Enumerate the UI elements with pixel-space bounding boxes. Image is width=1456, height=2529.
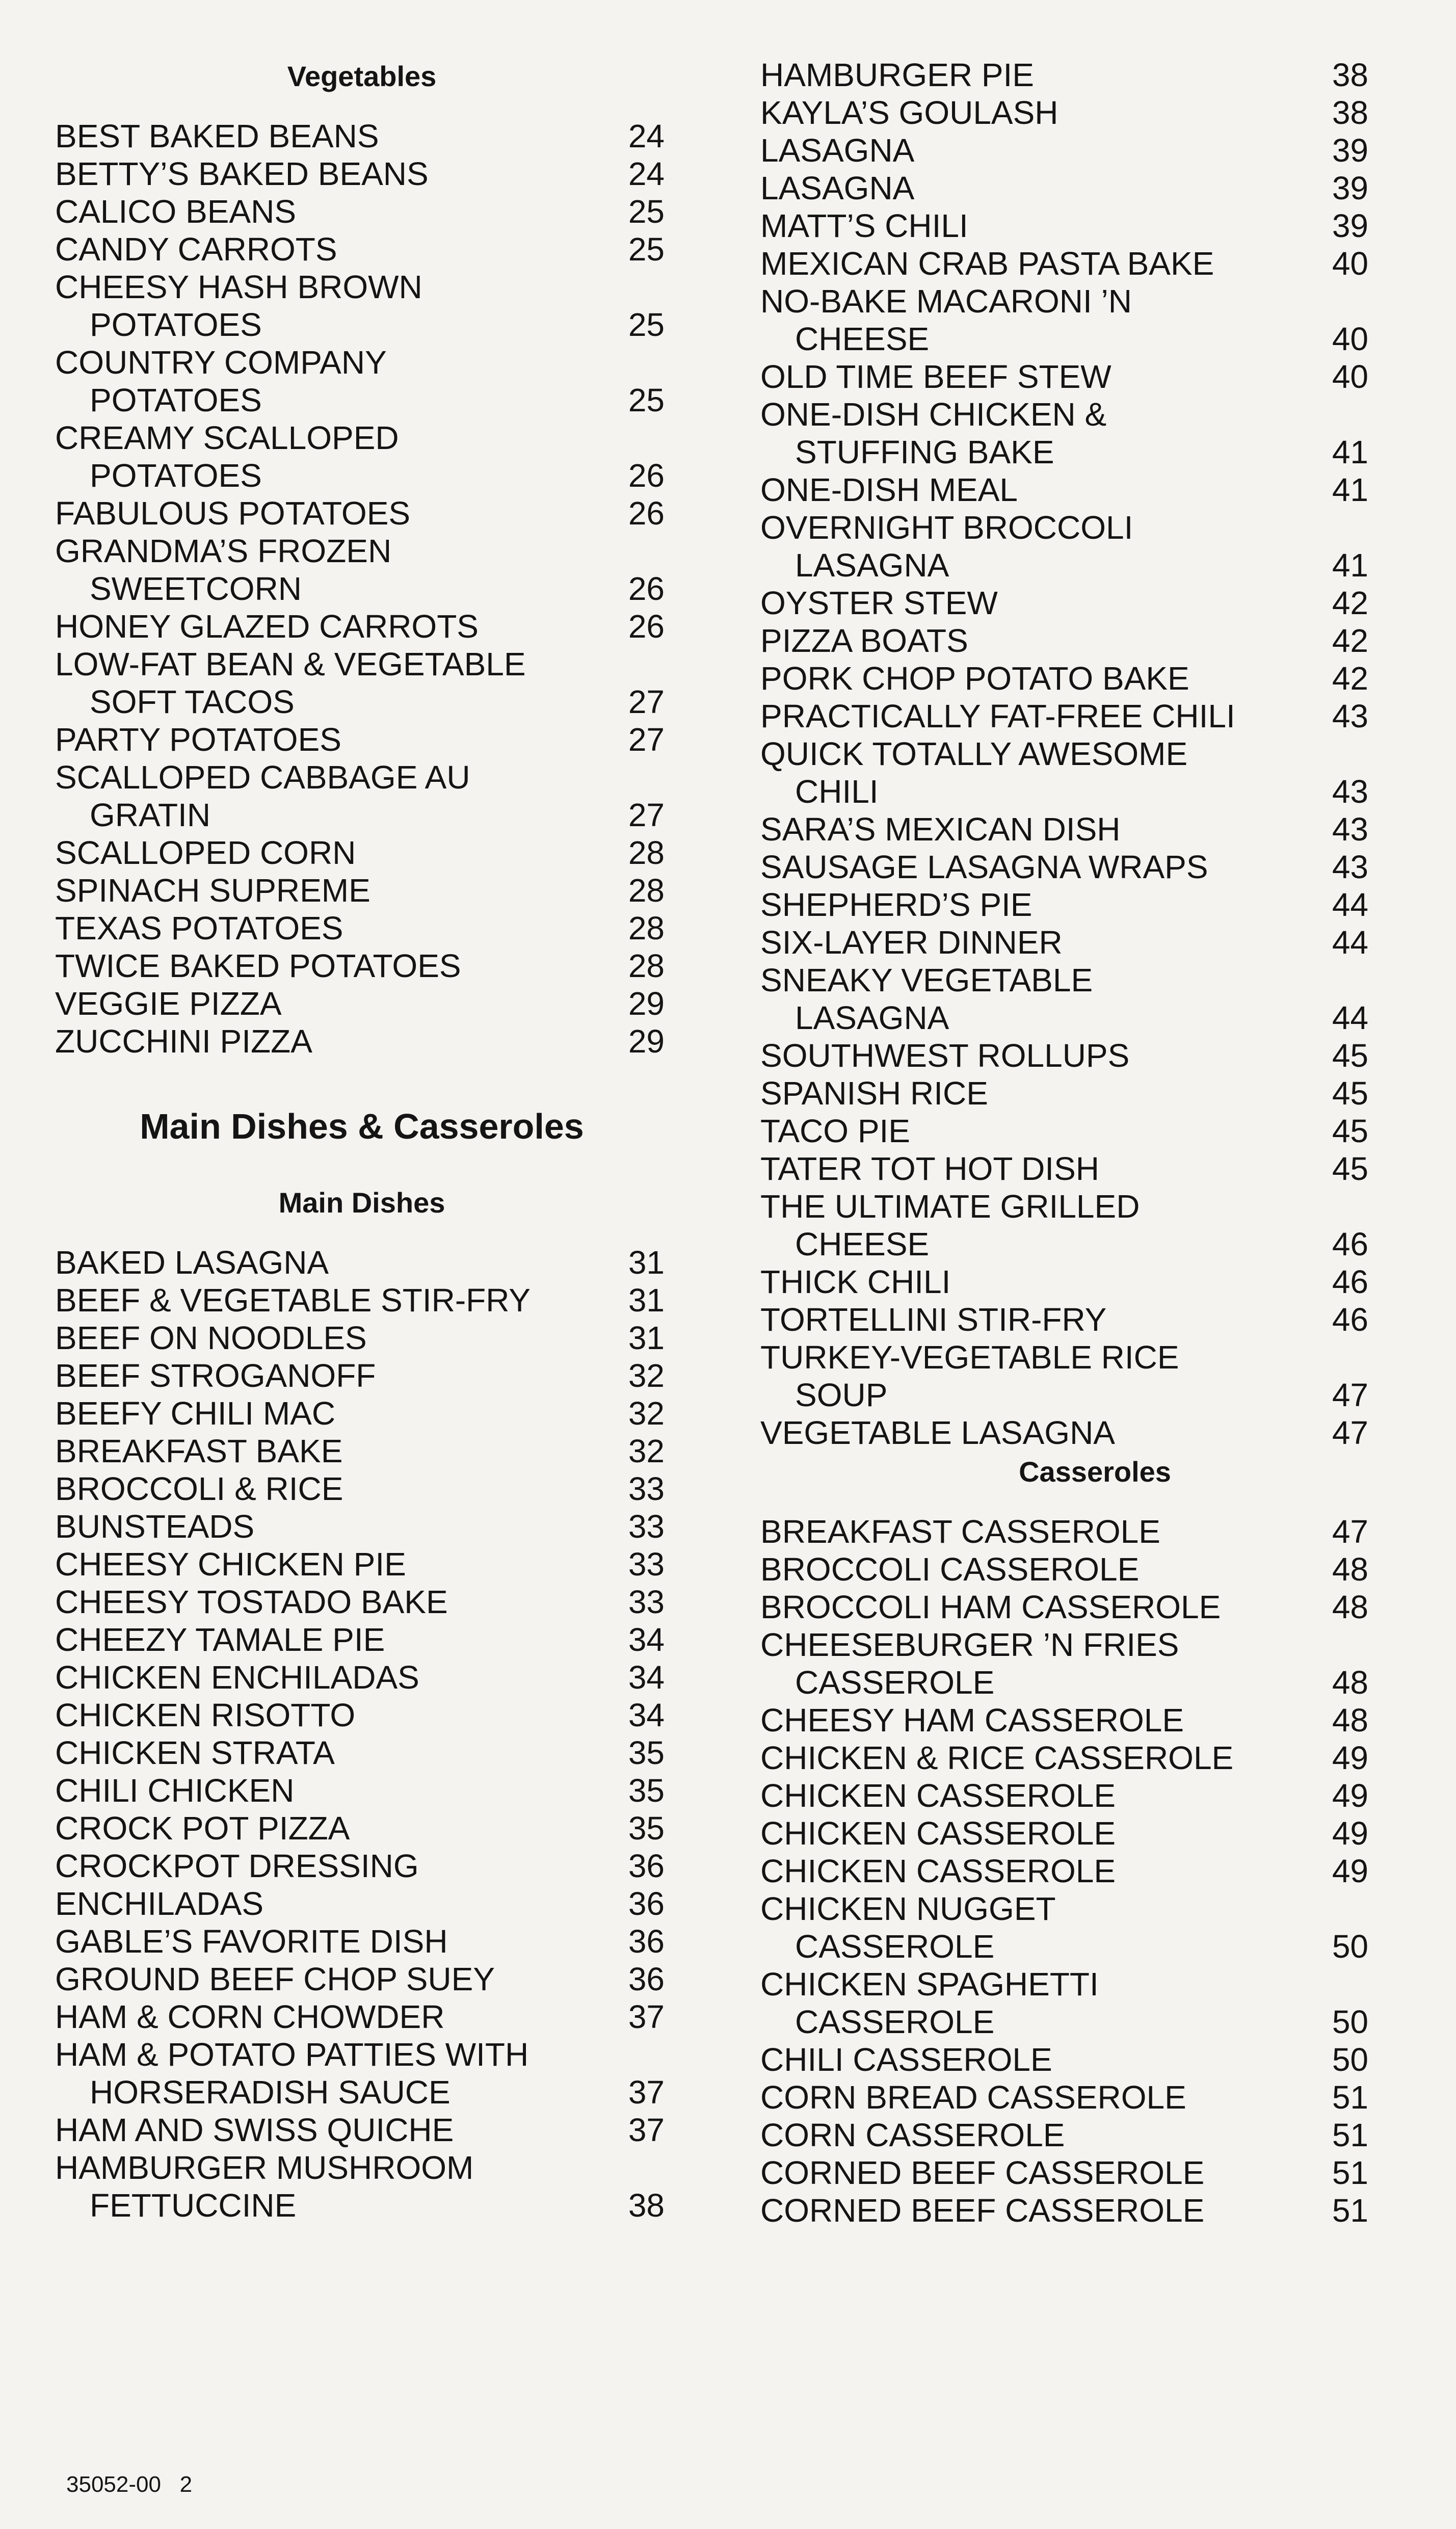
- page-number: 28: [628, 834, 665, 871]
- page-number: 44: [1332, 999, 1368, 1036]
- page-number: 41: [1332, 471, 1368, 508]
- recipe-title: CORN BREAD CASSEROLE: [760, 2079, 1186, 2116]
- recipe-entry-oyster-stew: [760, 584, 1368, 622]
- recipe-title: NO-BAKE MACARONI ’N: [760, 283, 1132, 320]
- page-number: 39: [1332, 170, 1368, 206]
- recipe-title: KAYLA’S GOULASH: [760, 94, 1058, 131]
- recipe-title-continuation: CASSEROLE: [795, 2004, 995, 2040]
- recipe-entry-cheesy-tostado-bake: [55, 1583, 665, 1621]
- page-number: 43: [1332, 773, 1368, 810]
- recipe-entry-chili-casserole: [760, 2041, 1368, 2078]
- recipe-entry-creamy-scalloped-potatoes: [55, 419, 665, 494]
- page-number: 43: [1332, 811, 1368, 848]
- recipe-entry-chicken-casserole: [760, 1852, 1368, 1890]
- page-number: 50: [1332, 2004, 1368, 2040]
- page-number: 47: [1332, 1513, 1368, 1550]
- recipe-entry-crockpot-dressing: [55, 1847, 665, 1885]
- recipe-title-continuation: POTATOES: [90, 382, 262, 418]
- page-number: 39: [1332, 132, 1368, 169]
- page-number: 40: [1332, 245, 1368, 282]
- page-number: 26: [628, 570, 665, 607]
- recipe-entry-kayla-s-goulash: [760, 94, 1368, 131]
- recipe-title: THICK CHILI: [760, 1263, 951, 1300]
- page-number: 28: [628, 910, 665, 946]
- recipe-entry-sneaky-vegetable-lasagna: [760, 961, 1368, 1037]
- recipe-entry-breakfast-casserole: [760, 1513, 1368, 1550]
- recipe-title-continuation: LASAGNA: [795, 999, 949, 1036]
- recipe-title: TORTELLINI STIR-FRY: [760, 1301, 1107, 1338]
- recipe-entry-scalloped-cabbage-au-gratin: [55, 758, 665, 834]
- recipe-title: BAKED LASAGNA: [55, 1244, 329, 1281]
- footer-page-number: 2: [179, 2472, 193, 2497]
- recipe-entry-chicken-nugget-casserole: [760, 1890, 1368, 1965]
- page-number: 38: [628, 2187, 665, 2224]
- recipe-entry-overnight-broccoli-lasagna: [760, 509, 1368, 584]
- recipe-title: ENCHILADAS: [55, 1885, 263, 1922]
- recipe-title: ZUCCHINI PIZZA: [55, 1023, 312, 1060]
- recipe-entry-chicken-casserole: [760, 1814, 1368, 1852]
- recipe-title-continuation: SOFT TACOS: [90, 683, 295, 720]
- recipe-entry-calico-beans: [55, 193, 665, 230]
- recipe-entry-cheezy-tamale-pie: [55, 1621, 665, 1658]
- page-number: 46: [1332, 1226, 1368, 1262]
- recipe-title: ONE-DISH MEAL: [760, 471, 1018, 508]
- page-number: 34: [628, 1621, 665, 1658]
- recipe-entry-lasagna: [760, 131, 1368, 169]
- recipe-title: PRACTICALLY FAT-FREE CHILI: [760, 698, 1235, 734]
- page-number: 24: [628, 118, 665, 154]
- page-number: 43: [1332, 849, 1368, 885]
- recipe-title: CORN CASSEROLE: [760, 2117, 1065, 2153]
- recipe-title-continuation: LASAGNA: [795, 547, 949, 584]
- recipe-title: OYSTER STEW: [760, 585, 998, 621]
- recipe-title: CHICKEN STRATA: [55, 1734, 335, 1771]
- recipe-title-continuation: POTATOES: [90, 306, 262, 343]
- recipe-title: CHILI CASSEROLE: [760, 2041, 1052, 2078]
- recipe-entry-low-fat-bean-vegetable-soft-tacos: [55, 645, 665, 721]
- recipe-title: CROCK POT PIZZA: [55, 1810, 350, 1847]
- recipe-entry-practically-fat-free-chili: [760, 697, 1368, 735]
- recipe-title-continuation: HORSERADISH SAUCE: [90, 2074, 451, 2111]
- recipe-entry-chicken-enchiladas: [55, 1658, 665, 1696]
- recipe-entry-six-layer-dinner: [760, 924, 1368, 961]
- recipe-entry-party-potatoes: [55, 721, 665, 758]
- page-number: 40: [1332, 321, 1368, 357]
- recipe-title: TEXAS POTATOES: [55, 910, 343, 946]
- page-number: 33: [628, 1470, 665, 1507]
- page-number: 36: [628, 1885, 665, 1922]
- recipe-title: CHEESEBURGER ’N FRIES: [760, 1626, 1179, 1663]
- recipe-title: CHICKEN CASSEROLE: [760, 1777, 1116, 1814]
- recipe-title-continuation: POTATOES: [90, 457, 262, 494]
- page-number: 27: [628, 797, 665, 833]
- recipe-title: SNEAKY VEGETABLE: [760, 962, 1093, 998]
- recipe-entry-broccoli-casserole: [760, 1550, 1368, 1588]
- page-number: 28: [628, 947, 665, 984]
- recipe-entry-chicken-risotto: [55, 1696, 665, 1734]
- recipe-title: PARTY POTATOES: [55, 721, 341, 758]
- recipe-title: CHICKEN RISOTTO: [55, 1697, 356, 1733]
- recipe-entry-corn-bread-casserole: [760, 2078, 1368, 2116]
- recipe-title: HAM AND SWISS QUICHE: [55, 2112, 454, 2148]
- recipe-title: MATT’S CHILI: [760, 207, 968, 244]
- recipe-entry-one-dish-chicken-stuffing-bake: [760, 396, 1368, 471]
- recipe-title-continuation: CHILI: [795, 773, 879, 810]
- page-number: 42: [1332, 622, 1368, 659]
- page-number: 48: [1332, 1702, 1368, 1738]
- recipe-entry-thick-chili: [760, 1263, 1368, 1301]
- recipe-title: TACO PIE: [760, 1113, 910, 1149]
- recipe-entry-matt-s-chili: [760, 207, 1368, 245]
- recipe-entry-sausage-lasagna-wraps: [760, 848, 1368, 886]
- recipe-title: BEEF & VEGETABLE STIR-FRY: [55, 1282, 531, 1319]
- recipe-title: GABLE’S FAVORITE DISH: [55, 1923, 448, 1960]
- recipe-entry-betty-s-baked-beans: [55, 155, 665, 193]
- recipe-entry-corned-beef-casserole: [760, 2192, 1368, 2229]
- page-number: 46: [1332, 1301, 1368, 1338]
- recipe-entry-spanish-rice: [760, 1074, 1368, 1112]
- recipe-entry-texas-potatoes: [55, 909, 665, 947]
- recipe-entry-old-time-beef-stew: [760, 358, 1368, 396]
- page-number: 51: [1332, 2192, 1368, 2229]
- page-number: 35: [628, 1772, 665, 1809]
- recipe-entry-chicken-spaghetti-casserole: [760, 1965, 1368, 2041]
- recipe-entry-southwest-rollups: [760, 1037, 1368, 1074]
- page-number: 26: [628, 608, 665, 645]
- recipe-entry-country-company-potatoes: [55, 344, 665, 419]
- page-number: 28: [628, 872, 665, 909]
- recipe-title: BREAKFAST CASSEROLE: [760, 1513, 1160, 1550]
- recipe-title: SPINACH SUPREME: [55, 872, 370, 909]
- recipe-title: QUICK TOTALLY AWESOME: [760, 735, 1188, 772]
- recipe-entry-candy-carrots: [55, 230, 665, 268]
- recipe-entry-sara-s-mexican-dish: [760, 810, 1368, 848]
- recipe-entry-vegetable-lasagna: [760, 1414, 1368, 1452]
- page-number: 32: [628, 1433, 665, 1469]
- recipe-entry-twice-baked-potatoes: [55, 947, 665, 985]
- page-number: 45: [1332, 1113, 1368, 1149]
- page-number: 45: [1332, 1150, 1368, 1187]
- recipe-title: CHEESY CHICKEN PIE: [55, 1546, 406, 1583]
- page-number: 37: [628, 2112, 665, 2148]
- recipe-title: BEEFY CHILI MAC: [55, 1395, 336, 1432]
- page-number: 47: [1332, 1414, 1368, 1451]
- recipe-title-continuation: CHEESE: [795, 321, 930, 357]
- recipe-title: ONE-DISH CHICKEN &: [760, 396, 1107, 433]
- page-number: 44: [1332, 924, 1368, 961]
- page-number: 39: [1332, 207, 1368, 244]
- recipe-title: CHICKEN CASSEROLE: [760, 1853, 1116, 1889]
- page-number: 45: [1332, 1037, 1368, 1074]
- recipe-title: CORNED BEEF CASSEROLE: [760, 2192, 1205, 2229]
- page-number: 48: [1332, 1551, 1368, 1588]
- recipe-title: CANDY CARROTS: [55, 231, 337, 268]
- recipe-title: CHEEZY TAMALE PIE: [55, 1621, 385, 1658]
- page-number: 49: [1332, 1740, 1368, 1776]
- footer-code: 35052-00: [66, 2472, 161, 2497]
- recipe-entry-chili-chicken: [55, 1772, 665, 1809]
- page-number: 49: [1332, 1777, 1368, 1814]
- recipe-entry-broccoli-rice: [55, 1470, 665, 1508]
- recipe-title: SARA’S MEXICAN DISH: [760, 811, 1121, 848]
- page-number: 32: [628, 1395, 665, 1432]
- recipe-title-continuation: CASSEROLE: [795, 1928, 995, 1965]
- page-number: 43: [1332, 698, 1368, 734]
- page-number: 46: [1332, 1263, 1368, 1300]
- recipe-entry-grandma-s-frozen-sweetcorn: [55, 532, 665, 608]
- recipe-entry-cheesy-chicken-pie: [55, 1545, 665, 1583]
- recipe-title: BEEF ON NOODLES: [55, 1320, 367, 1356]
- recipe-entry-ham-and-swiss-quiche: [55, 2111, 665, 2149]
- recipe-entry-ham-potato-patties-with-horseradish-sauce: [55, 2036, 665, 2111]
- recipe-title: SPANISH RICE: [760, 1075, 988, 1112]
- recipe-title: CHICKEN NUGGET: [760, 1890, 1056, 1927]
- page-number: 25: [628, 306, 665, 343]
- page-number: 26: [628, 457, 665, 494]
- page-number: 36: [628, 1961, 665, 1997]
- recipe-title: CHICKEN ENCHILADAS: [55, 1659, 419, 1696]
- recipe-entry-breakfast-bake: [55, 1432, 665, 1470]
- recipe-title-continuation: CASSEROLE: [795, 1664, 995, 1701]
- recipe-title-continuation: GRATIN: [90, 797, 211, 833]
- page-number: 35: [628, 1734, 665, 1771]
- recipe-entry-chicken-casserole: [760, 1777, 1368, 1814]
- recipe-title-continuation: SOUP: [795, 1377, 888, 1413]
- page-number: 33: [628, 1584, 665, 1620]
- recipe-title: COUNTRY COMPANY: [55, 344, 387, 381]
- page-number: 27: [628, 721, 665, 758]
- subsection-heading-casseroles: Casseroles: [1019, 1456, 1171, 1488]
- recipe-title: CHEESY HAM CASSEROLE: [760, 1702, 1184, 1738]
- page-number: 36: [628, 1923, 665, 1960]
- recipe-entry-spinach-supreme: [55, 872, 665, 909]
- recipe-title: SCALLOPED CORN: [55, 834, 356, 871]
- recipe-entry-hamburger-pie: [760, 56, 1368, 94]
- page-number: 34: [628, 1659, 665, 1696]
- page-number: 29: [628, 1023, 665, 1060]
- recipe-title: BROCCOLI CASSEROLE: [760, 1551, 1140, 1588]
- page-number: 42: [1332, 585, 1368, 621]
- recipe-entry-shepherd-s-pie: [760, 886, 1368, 924]
- recipe-title: BEST BAKED BEANS: [55, 118, 379, 154]
- recipe-entry-ham-corn-chowder: [55, 1998, 665, 2036]
- recipe-entry-one-dish-meal: [760, 471, 1368, 509]
- page-number: 49: [1332, 1815, 1368, 1852]
- recipe-entry-hamburger-mushroom-fettuccine: [55, 2149, 665, 2224]
- recipe-title: TWICE BAKED POTATOES: [55, 947, 461, 984]
- recipe-title-continuation: SWEETCORN: [90, 570, 302, 607]
- section-title-main-dishes-casseroles: Main Dishes & Casseroles: [140, 1107, 584, 1146]
- recipe-title: OLD TIME BEEF STEW: [760, 358, 1111, 395]
- recipe-title: CROCKPOT DRESSING: [55, 1848, 419, 1884]
- page-footer: [66, 2469, 192, 2500]
- page-number: 41: [1332, 547, 1368, 584]
- recipe-title: GROUND BEEF CHOP SUEY: [55, 1961, 495, 1997]
- recipe-title: TURKEY-VEGETABLE RICE: [760, 1339, 1179, 1376]
- recipe-title: TATER TOT HOT DISH: [760, 1150, 1099, 1187]
- recipe-title: PIZZA BOATS: [760, 622, 968, 659]
- page-number: 29: [628, 985, 665, 1022]
- recipe-entry-beef-stroganoff: [55, 1357, 665, 1394]
- recipe-title: HONEY GLAZED CARROTS: [55, 608, 479, 645]
- page-number: 25: [628, 382, 665, 418]
- recipe-title: BROCCOLI & RICE: [55, 1470, 343, 1507]
- recipe-title: CHICKEN SPAGHETTI: [760, 1966, 1099, 2003]
- page-number: 44: [1332, 886, 1368, 923]
- recipe-title: CHEESY TOSTADO BAKE: [55, 1584, 448, 1620]
- recipe-entry-beef-vegetable-stir-fry: [55, 1281, 665, 1319]
- page-number: 38: [1332, 94, 1368, 131]
- recipe-title: CHICKEN CASSEROLE: [760, 1815, 1116, 1852]
- page-number: 45: [1332, 1075, 1368, 1112]
- page-number: 49: [1332, 1853, 1368, 1889]
- page-number: 32: [628, 1357, 665, 1394]
- page-number: 42: [1332, 660, 1368, 697]
- recipe-entry-tortellini-stir-fry: [760, 1301, 1368, 1338]
- recipe-title: THE ULTIMATE GRILLED: [760, 1188, 1140, 1225]
- recipe-title: GRANDMA’S FROZEN: [55, 533, 392, 569]
- page-number: 51: [1332, 2079, 1368, 2116]
- recipe-title: OVERNIGHT BROCCOLI: [760, 509, 1133, 546]
- recipe-title-continuation: STUFFING BAKE: [795, 434, 1054, 470]
- page-number: 26: [628, 495, 665, 532]
- recipe-entry-no-bake-macaroni-n-cheese: [760, 282, 1368, 358]
- recipe-title: SCALLOPED CABBAGE AU: [55, 759, 470, 796]
- recipe-entry-tater-tot-hot-dish: [760, 1150, 1368, 1188]
- recipe-title: CHILI CHICKEN: [55, 1772, 295, 1809]
- recipe-entry-taco-pie: [760, 1112, 1368, 1150]
- recipe-entry-cheesy-ham-casserole: [760, 1701, 1368, 1739]
- recipe-entry-mexican-crab-pasta-bake: [760, 245, 1368, 282]
- page-number: 51: [1332, 2154, 1368, 2191]
- page-number: 25: [628, 231, 665, 268]
- page-number: 48: [1332, 1589, 1368, 1625]
- recipe-entry-the-ultimate-grilled-cheese: [760, 1188, 1368, 1263]
- recipe-title: CREAMY SCALLOPED: [55, 419, 399, 456]
- recipe-title: VEGGIE PIZZA: [55, 985, 282, 1022]
- recipe-title: LASAGNA: [760, 170, 915, 206]
- recipe-title: CHEESY HASH BROWN: [55, 269, 422, 305]
- recipe-entry-quick-totally-awesome-chili: [760, 735, 1368, 810]
- recipe-entry-beefy-chili-mac: [55, 1394, 665, 1432]
- recipe-title: SAUSAGE LASAGNA WRAPS: [760, 849, 1208, 885]
- recipe-entry-pizza-boats: [760, 622, 1368, 660]
- page-number: 37: [628, 2074, 665, 2111]
- page-number: 24: [628, 155, 665, 192]
- recipe-title: HAMBURGER PIE: [760, 57, 1034, 93]
- recipe-entry-baked-lasagna: [55, 1244, 665, 1281]
- page-number: 37: [628, 1998, 665, 2035]
- recipe-title: HAMBURGER MUSHROOM: [55, 2149, 474, 2186]
- recipe-entry-turkey-vegetable-rice-soup: [760, 1338, 1368, 1414]
- recipe-entry-corned-beef-casserole: [760, 2154, 1368, 2192]
- recipe-entry-cheesy-hash-brown-potatoes: [55, 268, 665, 344]
- recipe-entry-enchiladas: [55, 1885, 665, 1922]
- page-number: 31: [628, 1320, 665, 1356]
- recipe-title: CALICO BEANS: [55, 193, 297, 230]
- recipe-entry-best-baked-beans: [55, 117, 665, 155]
- recipe-entry-lasagna: [760, 169, 1368, 207]
- page-number: 27: [628, 683, 665, 720]
- recipe-title: SOUTHWEST ROLLUPS: [760, 1037, 1130, 1074]
- recipe-entry-veggie-pizza: [55, 985, 665, 1022]
- recipe-title-continuation: FETTUCCINE: [90, 2187, 297, 2224]
- recipe-entry-pork-chop-potato-bake: [760, 660, 1368, 697]
- page-number: 50: [1332, 1928, 1368, 1965]
- recipe-title-continuation: CHEESE: [795, 1226, 930, 1262]
- page-number: 38: [1332, 57, 1368, 93]
- page-number: 40: [1332, 358, 1368, 395]
- page-number: 31: [628, 1244, 665, 1281]
- recipe-title: BETTY’S BAKED BEANS: [55, 155, 429, 192]
- recipe-title: LOW-FAT BEAN & VEGETABLE: [55, 646, 526, 682]
- recipe-title: SHEPHERD’S PIE: [760, 886, 1033, 923]
- page-number: 33: [628, 1508, 665, 1545]
- page-number: 36: [628, 1848, 665, 1884]
- recipe-title: BEEF STROGANOFF: [55, 1357, 376, 1394]
- recipe-entry-broccoli-ham-casserole: [760, 1588, 1368, 1626]
- recipe-title: HAM & CORN CHOWDER: [55, 1998, 445, 2035]
- recipe-title: BUNSTEADS: [55, 1508, 255, 1545]
- recipe-entry-bunsteads: [55, 1508, 665, 1545]
- page-number: 47: [1332, 1377, 1368, 1413]
- recipe-entry-corn-casserole: [760, 2116, 1368, 2154]
- recipe-entry-honey-glazed-carrots: [55, 608, 665, 645]
- page-number: 34: [628, 1697, 665, 1733]
- recipe-title: CORNED BEEF CASSEROLE: [760, 2154, 1205, 2191]
- recipe-title: BROCCOLI HAM CASSEROLE: [760, 1589, 1221, 1625]
- page-number: 41: [1332, 434, 1368, 470]
- recipe-entry-cheeseburger-n-fries-casserole: [760, 1626, 1368, 1701]
- recipe-entry-ground-beef-chop-suey: [55, 1960, 665, 1998]
- recipe-title: MEXICAN CRAB PASTA BAKE: [760, 245, 1214, 282]
- page-number: 51: [1332, 2117, 1368, 2153]
- recipe-title: SIX-LAYER DINNER: [760, 924, 1063, 961]
- recipe-title: VEGETABLE LASAGNA: [760, 1414, 1115, 1451]
- page-number: 50: [1332, 2041, 1368, 2078]
- subsection-heading-vegetables: Vegetables: [287, 60, 437, 92]
- recipe-entry-crock-pot-pizza: [55, 1809, 665, 1847]
- recipe-entry-scalloped-corn: [55, 834, 665, 872]
- recipe-entry-gable-s-favorite-dish: [55, 1922, 665, 1960]
- page-number: 48: [1332, 1664, 1368, 1701]
- recipe-entry-fabulous-potatoes: [55, 494, 665, 532]
- recipe-title: LASAGNA: [760, 132, 915, 169]
- recipe-title: HAM & POTATO PATTIES WITH: [55, 2036, 529, 2073]
- subsection-heading-main-dishes: Main Dishes: [278, 1187, 445, 1219]
- recipe-entry-beef-on-noodles: [55, 1319, 665, 1357]
- recipe-entry-chicken-rice-casserole: [760, 1739, 1368, 1777]
- recipe-title: CHICKEN & RICE CASSEROLE: [760, 1740, 1234, 1776]
- recipe-title: FABULOUS POTATOES: [55, 495, 411, 532]
- page-number: 35: [628, 1810, 665, 1847]
- page-number: 33: [628, 1546, 665, 1583]
- recipe-title: BREAKFAST BAKE: [55, 1433, 343, 1469]
- page-number: 25: [628, 193, 665, 230]
- page-number: 31: [628, 1282, 665, 1319]
- recipe-entry-zucchini-pizza: [55, 1022, 665, 1060]
- recipe-title: PORK CHOP POTATO BAKE: [760, 660, 1189, 697]
- recipe-entry-chicken-strata: [55, 1734, 665, 1772]
